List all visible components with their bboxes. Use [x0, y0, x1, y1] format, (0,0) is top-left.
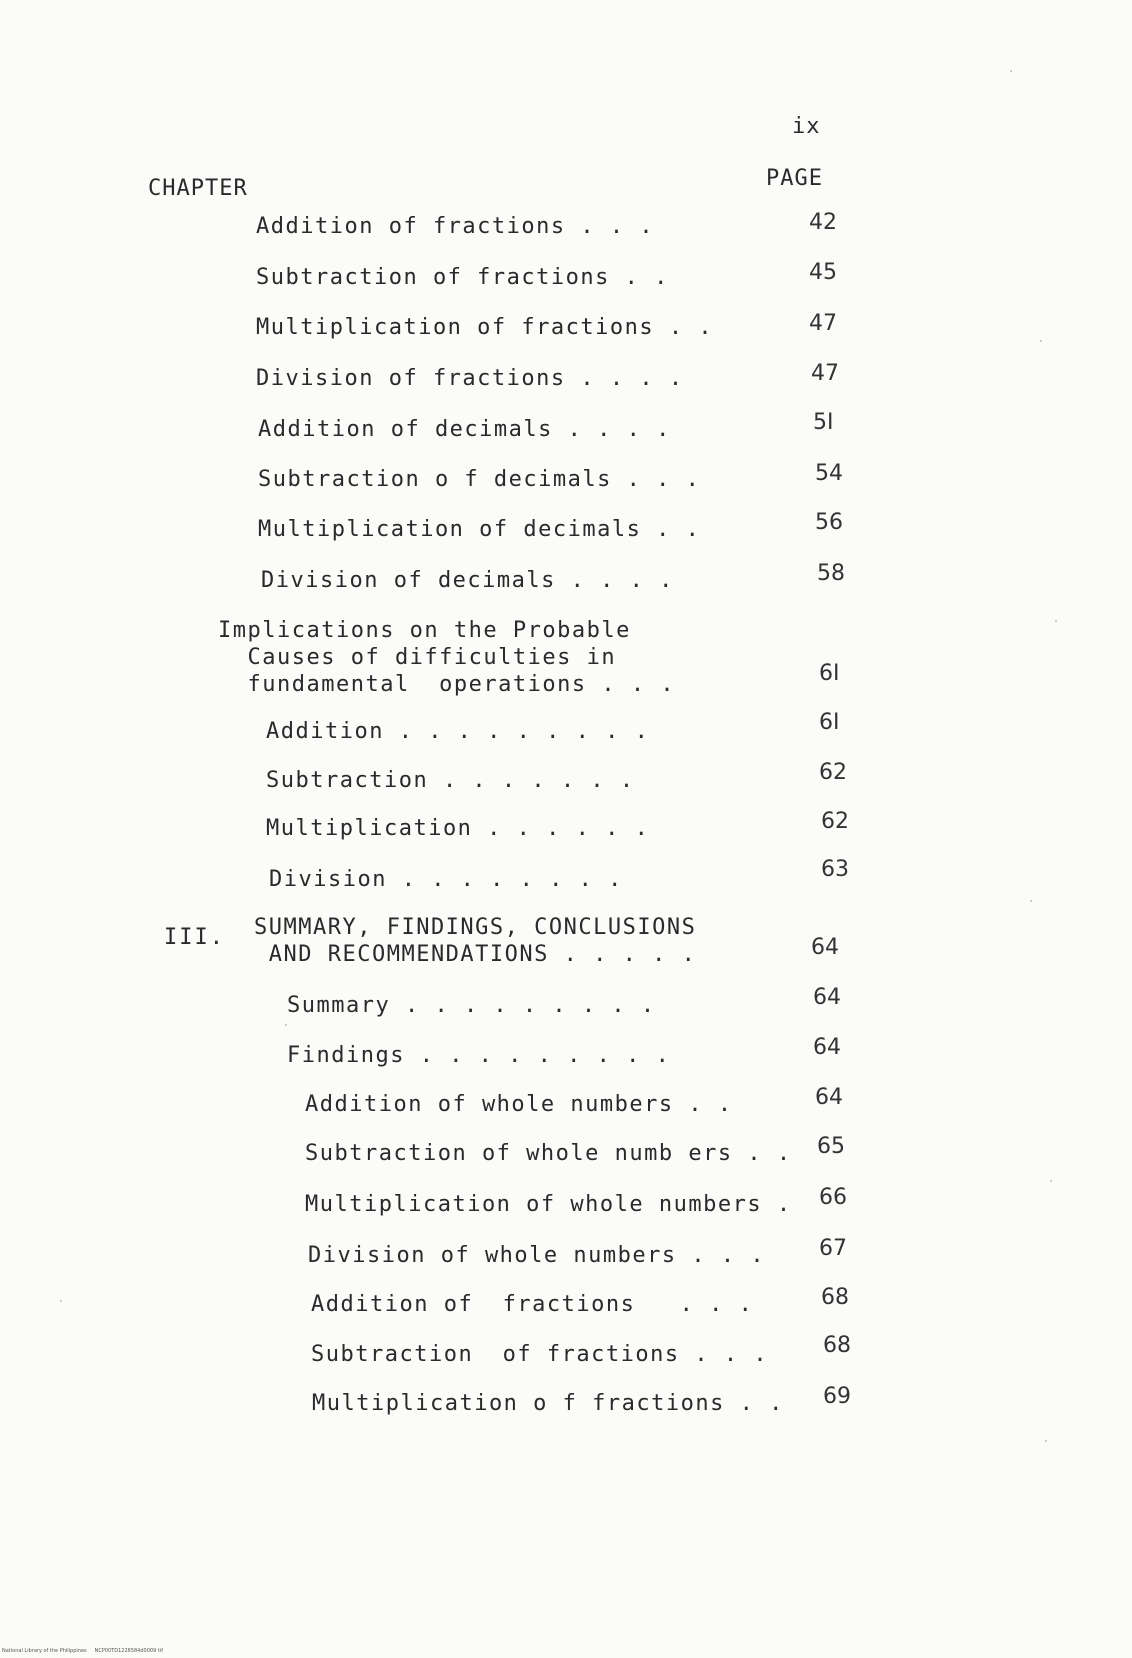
toc-page-num: 68: [821, 1285, 849, 1310]
toc-entry: Division of decimals . . . .: [261, 568, 674, 593]
toc-entry: Subtraction . . . . . . .: [266, 768, 635, 793]
toc-page-num: 64: [813, 1035, 841, 1060]
toc-entry: Summary . . . . . . . . .: [287, 993, 656, 1018]
toc-page-num: 62: [819, 760, 847, 785]
toc-entry: Division of fractions . . . .: [256, 366, 684, 391]
toc-entry: Subtraction of fractions . .: [256, 265, 669, 290]
toc-entry: Multiplication of decimals . .: [258, 517, 701, 542]
toc-page-num: 66: [819, 1185, 847, 1210]
toc-page-num: 69: [823, 1384, 851, 1409]
scan-speck: [1010, 70, 1012, 72]
toc-entry: Addition of decimals . . . .: [258, 417, 671, 442]
toc-entry: Multiplication of fractions . .: [256, 315, 714, 340]
page-header: PAGE: [766, 166, 823, 191]
toc-page-num: 47: [809, 311, 837, 336]
toc-page-num: 63: [821, 857, 849, 882]
toc-entry: Multiplication . . . . . .: [266, 816, 650, 841]
toc-page-num: 65: [817, 1134, 845, 1159]
toc-page-num: 42: [809, 210, 837, 235]
toc-entry: Addition of fractions . . .: [256, 214, 655, 239]
scan-speck: [1030, 900, 1032, 902]
toc-entry: Multiplication of whole numbers .: [305, 1192, 792, 1217]
toc-entry-multiline: Implications on the Probable Causes of difficulties in fundamental operations . . .: [218, 618, 676, 697]
toc-chapter-entry: SUMMARY, FINDINGS, CONCLUSIONS AND RECOMMENDATIONS . . . . .: [254, 915, 697, 967]
toc-page-num: 54: [815, 461, 843, 486]
toc-page-num: 58: [817, 561, 845, 586]
toc-page-num: 64: [811, 935, 839, 960]
toc-entry: Subtraction o f decimals . . .: [258, 467, 701, 492]
scan-speck: [1040, 340, 1042, 342]
toc-entry: Multiplication o f fractions . .: [312, 1391, 784, 1416]
toc-entry: Findings . . . . . . . . .: [287, 1043, 671, 1068]
toc-page-num: 67: [819, 1236, 847, 1261]
scan-speck: [1045, 1440, 1047, 1442]
chapter-header: CHAPTER: [148, 176, 248, 201]
toc-page-num: 6I: [819, 661, 840, 686]
toc-page-num: 45: [809, 260, 837, 285]
toc-entry: Addition of fractions . . .: [311, 1292, 754, 1317]
toc-page-num: 68: [823, 1333, 851, 1358]
toc-entry: Addition of whole numbers . .: [305, 1092, 733, 1117]
toc-page-num: 64: [815, 1085, 843, 1110]
scan-speck: [285, 1024, 287, 1026]
toc-page-num: 62: [821, 809, 849, 834]
toc-entry: Subtraction of fractions . . .: [311, 1342, 769, 1367]
toc-entry: Division of whole numbers . . .: [308, 1243, 766, 1268]
toc-page-num: 64: [813, 985, 841, 1010]
toc-entry: Subtraction of whole numb ers . .: [305, 1141, 792, 1166]
toc-page-num: 56: [815, 510, 843, 535]
scan-speck: [1050, 1180, 1052, 1182]
toc-entry: Addition . . . . . . . . .: [266, 719, 650, 744]
toc-page-num: 6I: [819, 710, 840, 735]
scan-speck: [1055, 620, 1057, 622]
scan-footer: National Library of the Philippines NCP00TD1226584d0009 tif: [2, 1648, 163, 1654]
chapter-roman-numeral: III.: [164, 925, 225, 950]
scan-speck: [60, 1300, 62, 1302]
toc-page-num: 5I: [813, 410, 834, 435]
toc-entry: Division . . . . . . . .: [269, 867, 623, 892]
page-number: ix: [792, 114, 821, 139]
toc-page-num: 47: [811, 361, 839, 386]
